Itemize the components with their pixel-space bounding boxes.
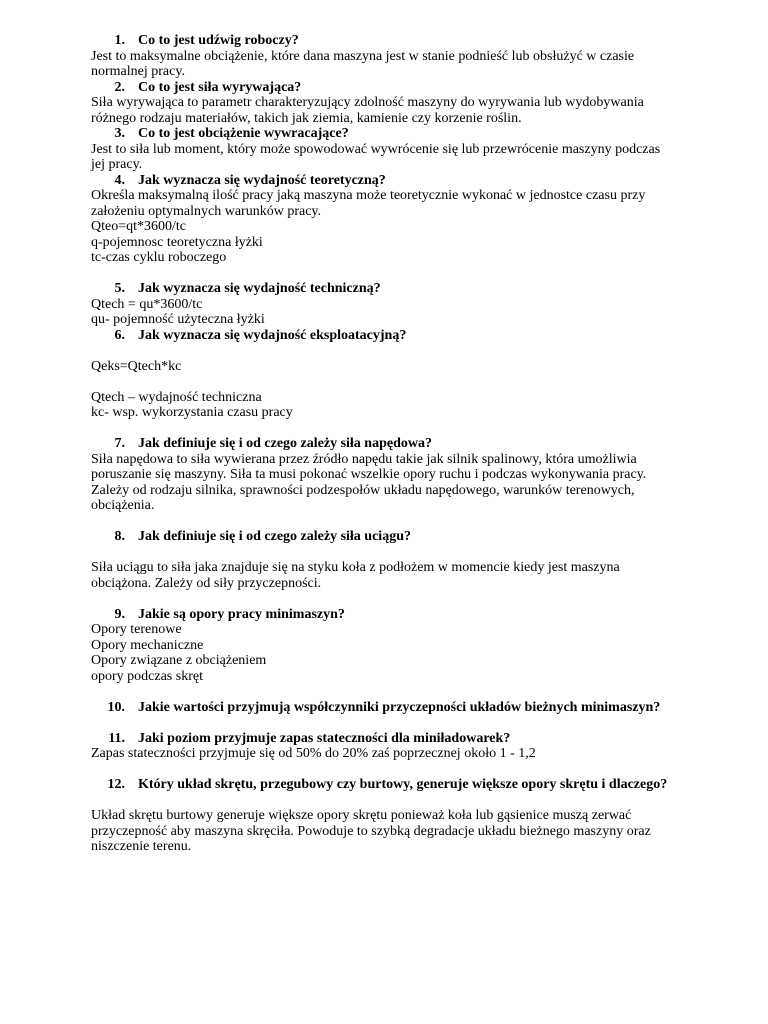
question-text: Który układ skrętu, przegubowy czy burtowy, generuje większe opory skrętu i dlaczego? bbox=[138, 777, 668, 792]
answer-line: obciążona. Zależy od siły przyczepności. bbox=[91, 575, 322, 591]
blank-line bbox=[91, 343, 691, 359]
question-heading bbox=[91, 731, 691, 747]
blank-line bbox=[91, 421, 691, 437]
question-number: 12. bbox=[107, 777, 125, 792]
blank-line bbox=[91, 684, 691, 700]
answer-line: obciążenia. bbox=[91, 498, 155, 513]
answer-line: Opory terenowe bbox=[91, 622, 182, 637]
blank-line bbox=[91, 514, 691, 530]
answer-line: Qteo=qt*3600/tc bbox=[91, 219, 186, 234]
answer-line: jej pracy. bbox=[91, 157, 143, 172]
answer-line: różnego rodzaju materiałów, takich jak ziemia, kamienie czy korzenie roślin. bbox=[91, 110, 522, 126]
question-text: Jak definiuje się i od czego zależy siła napędowa? bbox=[138, 436, 432, 451]
answer-line: Qtech = qu*3600/tc bbox=[91, 296, 203, 312]
question-heading bbox=[91, 607, 691, 623]
answer-line: poruszanie się maszyny. Siła ta musi pokonać wszelkie opory ruchu i podczas wykonywania pracy. bbox=[91, 467, 647, 482]
question-number: 8. bbox=[114, 529, 125, 544]
blank-line bbox=[91, 374, 691, 390]
answer-line: Opory mechaniczne bbox=[91, 637, 204, 653]
question-number: 2. bbox=[114, 79, 125, 95]
answer-line: opory podczas skręt bbox=[91, 668, 203, 684]
answer-line: Siła napędowa to siła wywierana przez źródło napędu takie jak silnik spalinowy, która umożliwia bbox=[91, 451, 637, 467]
question-heading bbox=[91, 126, 691, 142]
answer-line: Zapas stateczności przyjmuje się od 50% do 20% zaś poprzecznej około 1 - 1,2 bbox=[91, 746, 536, 761]
answer-line: qu- pojemność użyteczna łyżki bbox=[91, 312, 265, 327]
blank-line bbox=[91, 591, 691, 607]
question-number: 5. bbox=[114, 281, 125, 296]
question-text: Jak wyznacza się wydajność techniczną? bbox=[138, 281, 381, 296]
question-number: 9. bbox=[114, 606, 125, 622]
question-number: 7. bbox=[114, 436, 125, 451]
question-number: 3. bbox=[114, 126, 125, 141]
question-text: Jak definiuje się i od czego zależy siła uciągu? bbox=[138, 529, 411, 544]
question-heading bbox=[91, 80, 691, 96]
question-text: Co to jest siła wyrywająca? bbox=[138, 79, 302, 95]
answer-line: założeniu optymalnych warunków pracy. bbox=[91, 203, 322, 219]
question-text: Jak wyznacza się wydajność eksploatacyjną? bbox=[138, 327, 407, 343]
question-text: Jakie wartości przyjmują współczynniki przyczepności układów bieżnych minimaszyn? bbox=[138, 699, 661, 715]
blank-line bbox=[91, 266, 691, 282]
question-heading bbox=[91, 700, 691, 716]
question-heading bbox=[91, 173, 691, 189]
question-number: 6. bbox=[114, 327, 125, 343]
answer-line: tc-czas cyklu roboczego bbox=[91, 250, 227, 265]
question-heading bbox=[91, 281, 691, 297]
question-number: 10. bbox=[107, 699, 125, 715]
question-heading bbox=[91, 436, 691, 452]
question-heading bbox=[91, 777, 691, 793]
question-number: 1. bbox=[114, 33, 125, 48]
answer-line: Układ skrętu burtowy generuje większe opory skrętu ponieważ koła lub gąsienice muszą zerwać bbox=[91, 808, 632, 823]
blank-line bbox=[91, 715, 691, 731]
answer-line: Jest to maksymalne obciążenie, które dana maszyna jest w stanie podnieść lub obsłużyć w czasie bbox=[91, 48, 635, 64]
question-text: Jak wyznacza się wydajność teoretyczną? bbox=[138, 172, 386, 188]
question-text: Co to jest obciążenie wywracające? bbox=[138, 126, 349, 141]
answer-line: niszczenie terenu. bbox=[91, 839, 192, 854]
document-page bbox=[91, 33, 691, 855]
question-heading bbox=[91, 328, 691, 344]
answer-line: Opory związane z obciążeniem bbox=[91, 653, 267, 668]
question-heading bbox=[91, 33, 691, 49]
question-text: Jaki poziom przyjmuje zapas stateczności dla miniładowarek? bbox=[138, 730, 511, 746]
question-number: 4. bbox=[114, 172, 125, 188]
question-text: Jakie są opory pracy minimaszyn? bbox=[138, 606, 345, 622]
answer-line: Qtech – wydajność techniczna bbox=[91, 389, 262, 405]
answer-line: Zależy od rodzaju silnika, sprawności podzespołów układu napędowego, warunków terenowych, bbox=[91, 482, 635, 498]
blank-line bbox=[91, 762, 691, 778]
answer-line: q-pojemnosc teoretyczna łyżki bbox=[91, 234, 263, 250]
answer-line: normalnej pracy. bbox=[91, 64, 185, 79]
answer-line: Qeks=Qtech*kc bbox=[91, 358, 182, 374]
answer-line: Siła uciągu to siła jaka znajduje się na styku koła z podłożem w momencie kiedy jest maszyna bbox=[91, 560, 620, 575]
answer-line: Określa maksymalną ilość pracy jaką maszyna może teoretycznie wykonać w jednostce czasu przy bbox=[91, 188, 646, 203]
question-heading bbox=[91, 529, 691, 545]
answer-line: Jest to siła lub moment, który może spowodować wywrócenie się lub przewrócenie maszyny podczas bbox=[91, 141, 661, 157]
answer-line: kc- wsp. wykorzystania czasu pracy bbox=[91, 405, 293, 420]
blank-line bbox=[91, 793, 691, 809]
answer-line: przyczepność aby maszyna skręciła. Powoduje to szybką degradacje układu bieżnego maszyny oraz bbox=[91, 823, 651, 839]
blank-line bbox=[91, 545, 691, 561]
question-text: Co to jest udźwig roboczy? bbox=[138, 33, 299, 48]
answer-line: Siła wyrywająca to parametr charakteryzujący zdolność maszyny do wyrywania lub wydobywania bbox=[91, 95, 644, 110]
question-number: 11. bbox=[108, 730, 125, 746]
